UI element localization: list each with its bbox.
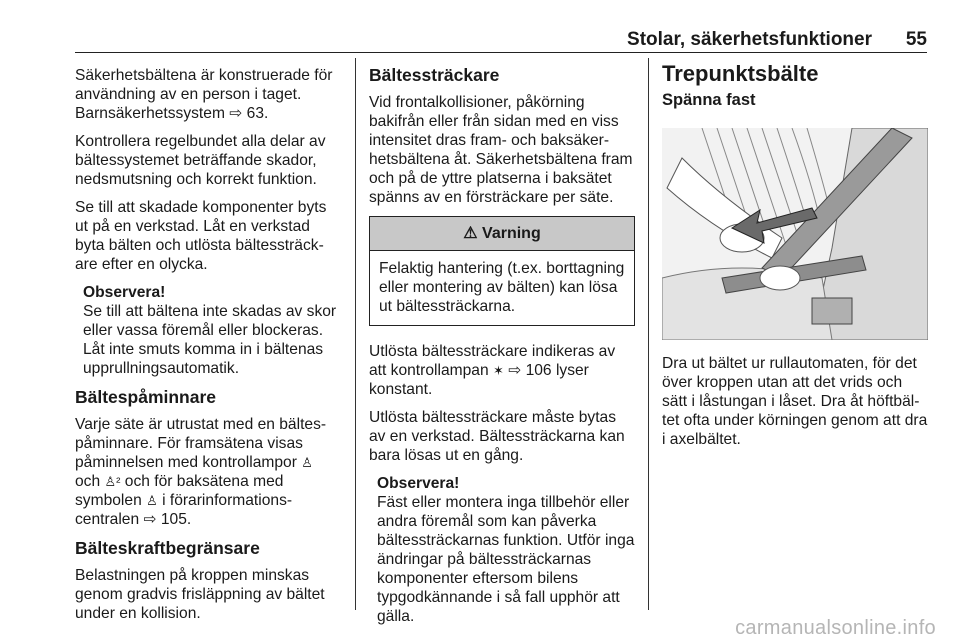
note-body: Se till att bältena inte skadas av skor eller vassa föremål eller blockeras. Låt inte smuts komma in i bältenas upprullningsautomatik. <box>83 303 337 377</box>
paragraph <box>369 342 635 399</box>
section-heading: Bältessträckare <box>369 65 500 85</box>
text-run: Utlösta bältessträckare indikeras av att kontrollampan <box>369 343 616 379</box>
warning-box <box>369 216 635 326</box>
note-title: Observera! <box>377 475 460 492</box>
text-run: Varje säte är utrustat med en bältespåminnare. För framsätena visas påminnelsen med kontrollampor <box>75 416 327 471</box>
warning-title: Varning <box>482 225 541 242</box>
page-header-title: Stolar, säkerhetsfunktioner <box>627 29 872 50</box>
page-number: 55 <box>905 29 927 50</box>
column-2 <box>369 66 635 635</box>
note-box <box>377 474 635 626</box>
seatbelt-rear-icon: ♙² <box>104 474 121 489</box>
paragraph: Se till att skadade komponenter byts ut på en verkstad. Låt en verkstad byta bälten och utlösta bältessträckare efter en olycka. <box>75 199 327 273</box>
warning-triangle-icon: ⚠ <box>463 225 478 242</box>
column-divider <box>355 58 356 610</box>
seatbelt-icon: ♙ <box>301 455 313 470</box>
column-3 <box>662 61 928 458</box>
header-divider <box>75 52 927 53</box>
note-title: Observera! <box>83 284 166 301</box>
warning-header <box>370 217 634 251</box>
paragraph: Belastningen på kroppen minskas genom gradvis frisläppning av bältet under en kollision. <box>75 567 325 622</box>
text-run: och för baksätena med symbolen <box>75 473 284 509</box>
column-1 <box>75 66 341 632</box>
section-heading: Trepunktsbälte <box>662 61 819 86</box>
airbag-icon: ✶ <box>492 363 504 378</box>
watermark: carmanualsonline.info <box>735 617 936 639</box>
paragraph: Utlösta bältessträckare måste bytas av en verkstad. Bältessträckarna kan bara lösas ut en gång. <box>369 409 625 464</box>
paragraph: Dra ut bältet ur rullautomaten, för det över kroppen utan att det vrids och sätt i låstungan i låset. Dra åt höftbältet ofta under körningen genom att dra i axelbältet. <box>662 355 928 448</box>
seatbelt-icon: ♙ <box>146 493 158 508</box>
warning-body: Felaktig hantering (t.ex. borttagning eller montering av bälten) kan lösa ut bältessträckarna. <box>379 260 625 315</box>
paragraph <box>75 415 341 529</box>
note-body: Fäst eller montera inga tillbehör eller andra föremål som kan påverka bältessträckarnas funktion. Utför inga ändringar på bältessträckarnas komponenter eftersom bilens typgodkännande i så fall upphör att gälla. <box>377 494 635 625</box>
text-run: ⇨ 106 lyser konstant. <box>369 362 589 398</box>
section-heading: Bältespåminnare <box>75 387 217 407</box>
note-box <box>83 283 341 378</box>
text-run: och <box>75 473 105 490</box>
paragraph: Vid frontalkollisioner, påkörning bakifrån eller från sidan med en viss intensitet dras fram- och baksäkerhetsbältena åt. Säkerhetsbältena fram och på de yttre platserna i baksätet spänns av en försträckare per säte. <box>369 94 633 206</box>
paragraph: Kontrollera regelbundet alla delar av bältessystemet beträffande skador, nedsmutsning och korrekt funktion. <box>75 133 326 188</box>
seatbelt-illustration <box>662 128 928 340</box>
column-divider <box>648 58 649 610</box>
section-heading: Bälteskraftbegränsare <box>75 538 260 558</box>
paragraph: Säkerhetsbältena är konstruerade för användning av en person i taget. Barnsäkerhetssystem ⇨ 63. <box>75 67 333 122</box>
subsection-heading: Spänna fast <box>662 91 756 109</box>
text-run: i förarinformationscentralen ⇨ 105. <box>75 492 293 528</box>
